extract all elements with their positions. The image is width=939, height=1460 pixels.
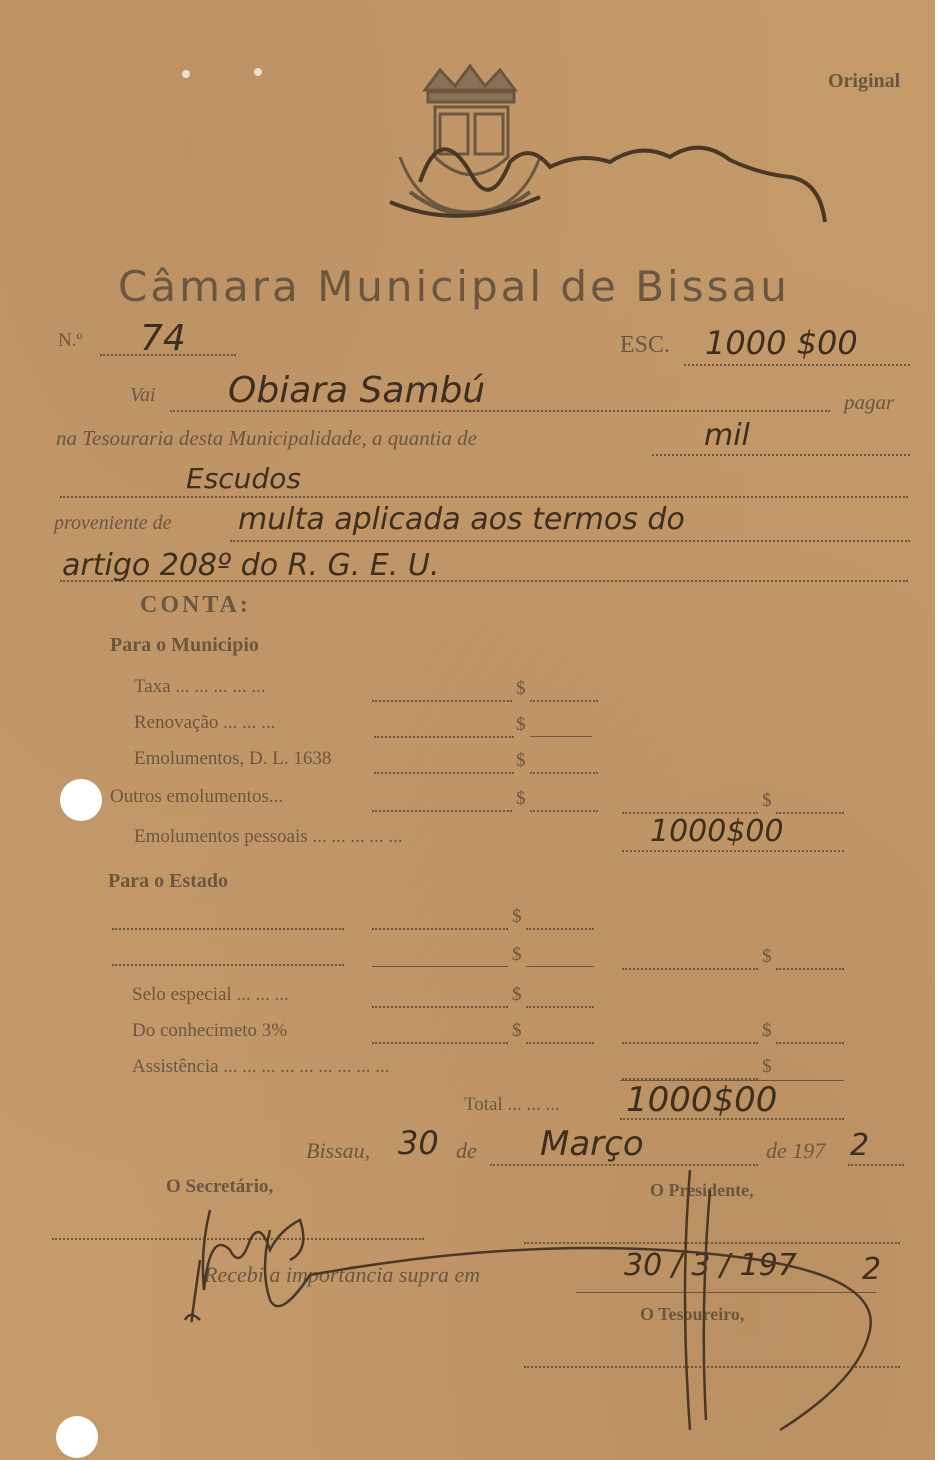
conhecimento-total-cents-line [776, 1042, 844, 1044]
date-day: 30 [398, 1124, 439, 1162]
recebi-date: 30 / 3 / 197 [624, 1248, 797, 1283]
conta-heading: CONTA: [140, 592, 251, 618]
date-de-1: de [456, 1138, 477, 1163]
outros-currency: $ [516, 788, 526, 809]
estado-item-2-currency: $ [512, 944, 522, 965]
conhecimento-line [372, 1042, 508, 1044]
assistencia-currency: $ [762, 1056, 772, 1077]
estado-subtotal-cents-line [776, 968, 844, 970]
staple-mark-right [254, 68, 262, 76]
emolumentos-dl-cents-line [530, 772, 598, 774]
amount-currency-words: Escudos [186, 462, 301, 495]
amount-words: mil [704, 418, 750, 453]
renovacao-label: Renovação ... ... ... [134, 712, 276, 733]
estado-subtotal-line [622, 968, 758, 970]
esc-label: ESC. [620, 332, 671, 358]
signature-strokes-icon [180, 1170, 900, 1450]
selo-line [372, 1006, 508, 1008]
outros-cents-line [530, 810, 598, 812]
proveniente-label: proveniente de [54, 512, 172, 534]
payer-name: Obiara Sambú [228, 370, 486, 411]
date-month-line [490, 1164, 758, 1166]
estado-item-1-line [112, 928, 344, 930]
esc-line [684, 364, 910, 366]
estado-item-1-currency: $ [512, 906, 522, 927]
outros-label: Outros emolumentos... [110, 786, 284, 807]
estado-item-2-amount-line [372, 966, 508, 967]
renovacao-cents-line [530, 736, 592, 737]
origin-line-2: artigo 208º do R. G. E. U. [62, 548, 440, 583]
recebi-text: Recebi a importância supra em [204, 1262, 481, 1287]
pessoais-label: Emolumentos pessoais ... ... ... ... ... [134, 826, 403, 847]
outros-line [372, 810, 512, 812]
estado-item-1-cents-line [526, 928, 594, 930]
amount-words-line [652, 454, 910, 456]
estado-subtotal-currency: $ [762, 946, 772, 967]
conhecimento-label: Do conhecimeto 3% [132, 1020, 288, 1041]
receipt-number: 74 [140, 318, 186, 359]
pessoais-line [622, 850, 844, 852]
copy-mark: Original [828, 70, 901, 92]
selo-label: Selo especial ... ... ... [132, 984, 289, 1005]
selo-cents-line [526, 1006, 594, 1008]
esc-amount: 1000 $00 [705, 324, 858, 362]
punch-hole-top [60, 779, 102, 821]
conhecimento-currency: $ [512, 1020, 522, 1041]
renovacao-currency: $ [516, 714, 526, 735]
date-month: Março [540, 1124, 644, 1164]
conhecimento-total-line [622, 1042, 758, 1044]
tesouraria-text: na Tesouraria desta Municipalidade, a quantia de [56, 426, 477, 450]
pagar-label: pagar [844, 390, 895, 414]
total-label: Total ... ... ... [464, 1094, 560, 1115]
date-year-line [848, 1164, 904, 1166]
total-value: 1000$00 [626, 1080, 778, 1120]
emolumentos-dl-label: Emolumentos, D. L. 1638 [134, 748, 332, 769]
conhecimento-cents-line [526, 1042, 594, 1044]
estado-item-2-line [112, 964, 344, 966]
page-title: Câmara Municipal de Bissau [118, 262, 790, 311]
estado-item-1-amount-line [372, 928, 508, 930]
vai-label: Vai [130, 384, 156, 406]
estado-heading: Para o Estado [108, 870, 228, 892]
conhecimento-total-currency: $ [762, 1020, 772, 1041]
staple-mark-left [182, 70, 190, 78]
tesoureiro-label: O Tesoureiro, [640, 1304, 745, 1324]
emolumentos-dl-line [374, 772, 514, 774]
number-label: N.º [58, 330, 83, 351]
estado-item-2-cents-line [526, 966, 594, 967]
origin-line-1: multa aplicada aos termos do [238, 502, 685, 537]
emolumentos-dl-currency: $ [516, 750, 526, 771]
assistencia-label: Assistência ... ... ... ... ... ... ... ... ... [132, 1056, 390, 1077]
presidente-label: O Presidente, [650, 1180, 754, 1200]
amount-words-line-2 [60, 496, 908, 498]
date-de-2: de 197 [766, 1138, 826, 1163]
taxa-line [372, 700, 512, 702]
taxa-currency: $ [516, 678, 526, 699]
coat-of-arms-stamp-icon [380, 62, 830, 242]
selo-currency: $ [512, 984, 522, 1005]
outros-total-cents-line [776, 812, 844, 814]
taxa-label: Taxa ... ... ... ... ... [134, 676, 266, 697]
secretario-label: O Secretário, [166, 1176, 274, 1197]
outros-total-currency: $ [762, 790, 772, 811]
origin-line-1-rule [230, 540, 910, 542]
recebi-year-digit: 2 [862, 1252, 882, 1287]
punch-hole-bottom [56, 1416, 98, 1458]
renovacao-line [374, 736, 514, 738]
municipio-heading: Para o Municipio [110, 634, 259, 656]
pessoais-value: 1000$00 [650, 814, 784, 849]
taxa-cents-line [530, 700, 598, 702]
date-year-digit: 2 [850, 1128, 870, 1163]
date-place: Bissau, [306, 1138, 371, 1163]
